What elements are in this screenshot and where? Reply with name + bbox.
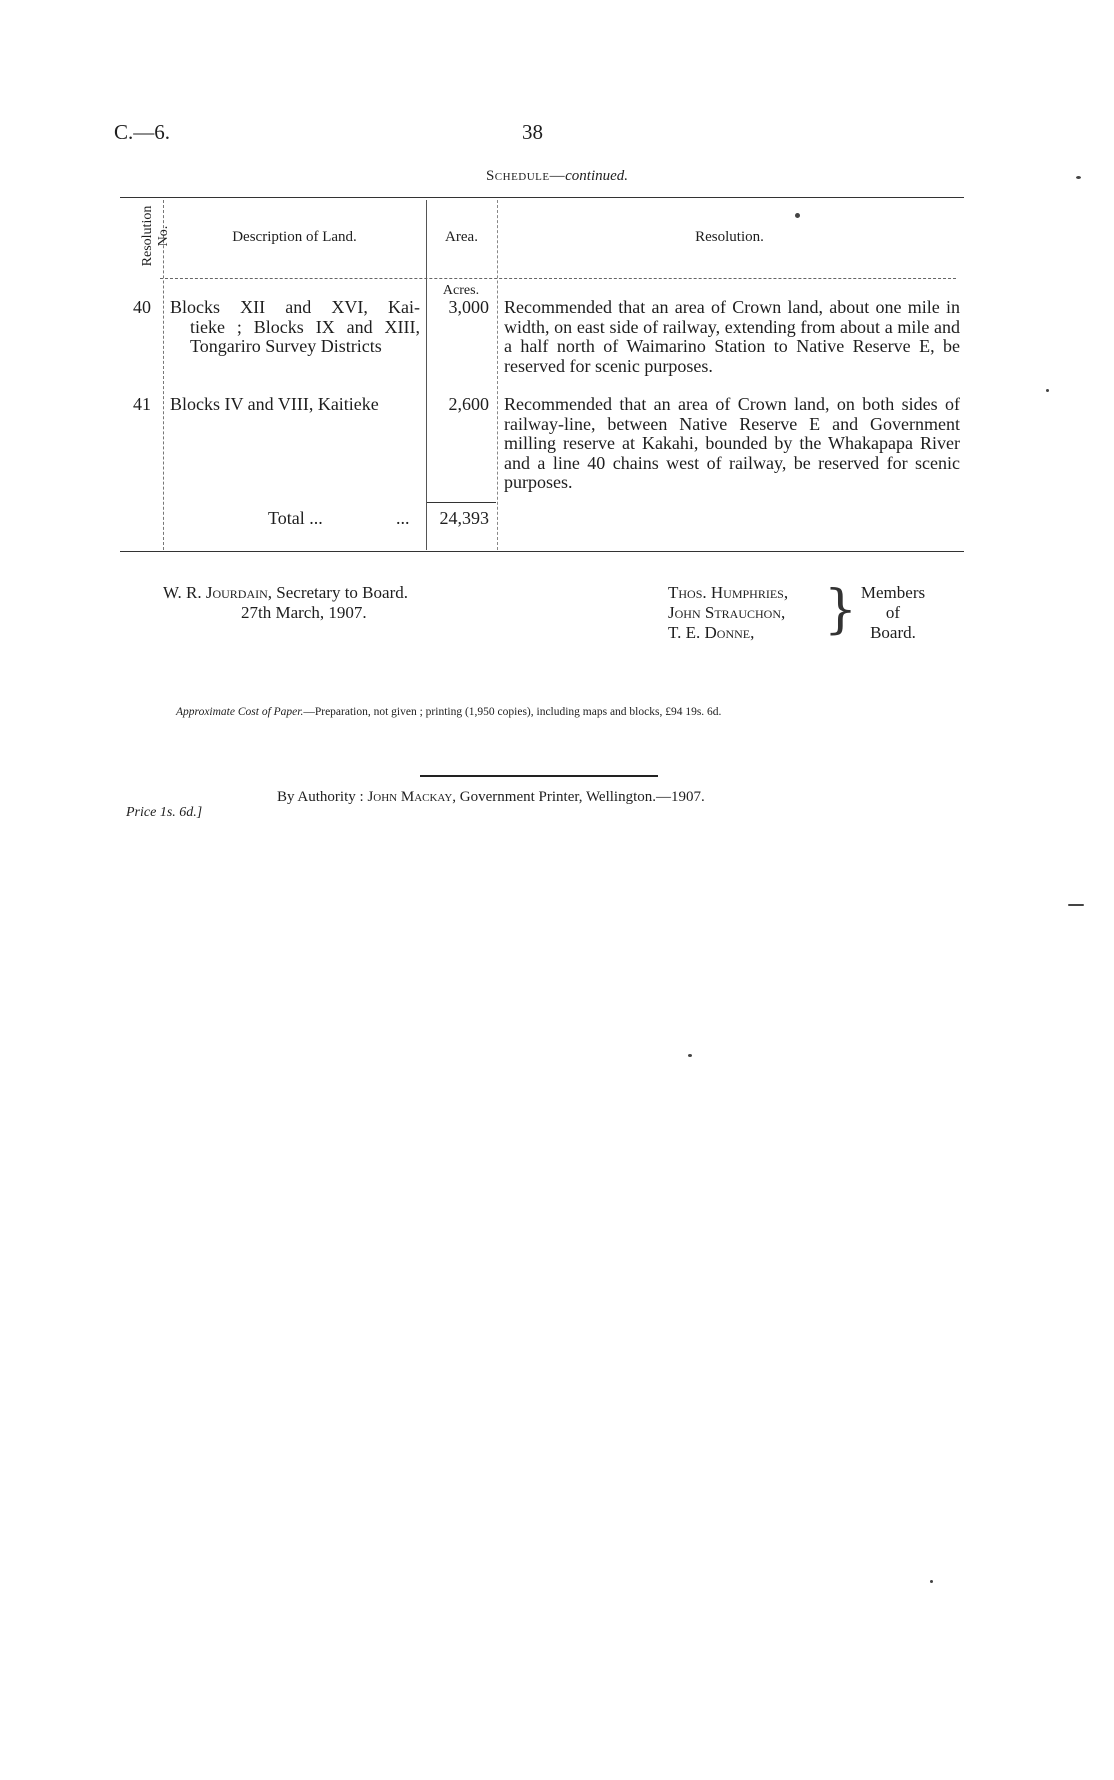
header-resolution: Resolution. (695, 229, 764, 245)
row-40-resolution (504, 298, 960, 376)
document-reference: C.—6. (114, 120, 171, 144)
members-label-3: Board. (870, 623, 916, 642)
secretary-title: , Secretary to Board. (267, 583, 408, 602)
price: Price 1s. 6d.] (126, 805, 203, 820)
table-bottom-rule (120, 551, 964, 552)
header-resolution-no-line1: Resolution (140, 205, 155, 267)
members-label-1: Members (860, 583, 926, 602)
scan-speck (795, 213, 800, 218)
row-40-description-line-2: tieke ; Blocks IX and XIII, (190, 316, 420, 337)
scan-speck (1076, 176, 1081, 179)
schedule-separator: — (549, 168, 566, 184)
header-area: Area. (445, 229, 478, 245)
row-41-resolution (504, 395, 960, 493)
scan-speck (1068, 904, 1084, 906)
row-41-area: 2,600 (448, 394, 489, 414)
page-number: 38 (522, 120, 543, 144)
header-divider-rule (160, 278, 956, 279)
column-divider-3 (497, 200, 498, 550)
row-40-number: 40 (133, 297, 151, 317)
signature-date: 27th March, 1907. (241, 603, 367, 622)
header-resolution-no-line2: No. (156, 225, 171, 247)
authority-line (277, 789, 705, 806)
row-40-resolution-text: Recommended that an area of Crown land, about one mile in width, on east side of railway, extending from about a mile and a half north of Waimarino Station to Native Reserve E, be reserved for scenic purposes. (504, 297, 960, 376)
secretary-name: W. R. Jourdain (163, 583, 268, 602)
total-label: Total ... (268, 508, 323, 528)
board-member-1: Thos. Humphries, (668, 583, 789, 602)
authority-suffix: , Government Printer, Wellington.—1907. (452, 789, 705, 805)
schedule-continued: continued. (565, 168, 629, 184)
footer-rule (420, 775, 658, 777)
row-40-area: 3,000 (448, 297, 489, 317)
row-40-description-line-3: Tongariro Survey Districts (190, 336, 382, 356)
cost-note (176, 706, 721, 718)
schedule-heading (0, 168, 1114, 185)
secretary-signature (163, 583, 408, 603)
row-41-resolution-text: Recommended that an area of Crown land, on both sides of railway-line, between Native Reserve E and Government milling reserve at Kakahi, bounded by the Whakapapa River and a line 40 chains west of railway, be reserved for scenic purposes. (504, 394, 960, 492)
table-top-rule (120, 197, 964, 198)
scan-speck (688, 1054, 692, 1057)
area-unit: Acres. (442, 283, 480, 298)
header-description: Description of Land. (232, 229, 357, 245)
members-brace: } (824, 580, 858, 640)
column-divider-2 (426, 200, 427, 550)
total-rule (426, 502, 496, 503)
row-41-number: 41 (133, 394, 151, 414)
board-member-3: T. E. Donne, (668, 623, 755, 642)
row-40-description (170, 298, 420, 357)
row-40-description-line-1: Blocks XII and XVI, Kai- (170, 297, 420, 317)
board-member-2: John Strauchon, (668, 603, 786, 622)
total-value: 24,393 (439, 508, 489, 528)
cost-note-label: Approximate Cost of Paper. (176, 706, 304, 718)
schedule-label: Schedule (485, 168, 550, 184)
printer-name: John Mackay (367, 789, 453, 805)
authority-prefix: By Authority : (277, 789, 368, 805)
total-dots: ... (396, 508, 410, 528)
row-41-description: Blocks IV and VIII, Kaitieke (170, 394, 379, 414)
scan-speck (1046, 389, 1049, 392)
members-label-2: of (885, 603, 901, 622)
cost-note-text: —Preparation, not given ; printing (1,950 copies), including maps and blocks, £94 19s. 6d. (303, 706, 722, 718)
scan-speck (930, 1580, 933, 1583)
